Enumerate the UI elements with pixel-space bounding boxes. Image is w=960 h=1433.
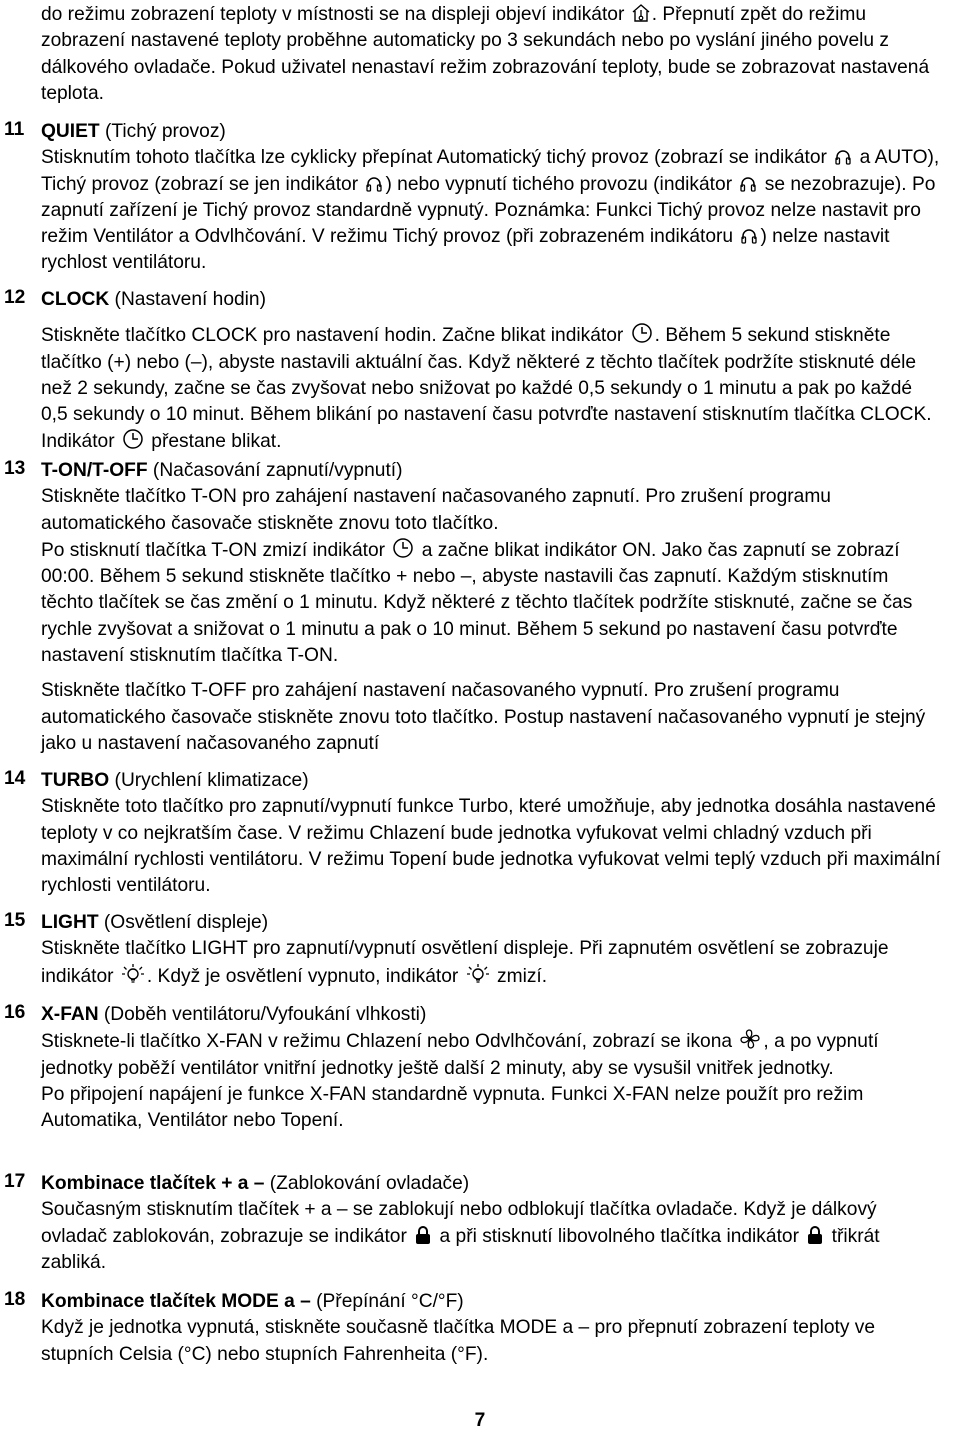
item-number: 11	[4, 119, 25, 140]
item-title: CLOCK	[41, 289, 110, 310]
text: ) nebo vypnutí tichého provozu (indikátor	[385, 173, 733, 195]
item-subtitle: (Načasování zapnutí/vypnutí)	[147, 460, 403, 481]
intro-text-2: . Přepnutí zpět do režimu zobrazení nastavené teploty proběhne automaticky po 3 sekundách nebo po vyslání jiného povelu z dálkového ovladače. Pokud uživatel nenastaví režim zobrazování teploty, bude se zobrazovat nastavená teplota.	[41, 4, 930, 104]
item-subtitle: (Doběh ventilátoru/Vyfoukání vlhkosti)	[98, 1004, 427, 1025]
text: ) nelze nastavit rychlost ventilátoru.	[41, 226, 890, 274]
item-subtitle: (Nastavení hodin)	[109, 289, 266, 310]
clock-icon	[392, 537, 414, 559]
clock-icon	[631, 322, 653, 344]
item-number: 13	[4, 458, 26, 479]
item-title: LIGHT	[41, 912, 99, 933]
text: Stiskněte tlačítko CLOCK pro nastavení hodin. Začne blikat indikátor	[41, 325, 624, 347]
text: . Když je osvětlení vypnuto, indikátor	[146, 965, 459, 987]
text: . Během 5 sekund stiskněte tlačítko (+) nebo (–), abyste nastavili aktuální čas. Když některé z těchto tlačítek podržíte stisknuté déle než 2 sekundy, začne se čas zvyšovat nebo snižovat po každé 0,5 sekundy o 1 minutu a pak po každé 0,5 sekundy o 10 minut. Během blikání po nastavení času potvrďte nastavení stisknutím tlačítka CLOCK. Indikátor	[41, 325, 932, 453]
page-number: 7	[474, 1410, 486, 1431]
text: zmizí.	[497, 965, 548, 987]
item-title: Kombinace tlačítek MODE a –	[41, 1291, 311, 1312]
text: se nezobrazuje). Po zapnutí zařízení je Tichý provoz standardně vypnutý. Poznámka: Funkci Tichý provoz nelze nastavit pro režim Ventilátor a Odvlhčování. V režimu Tichý provoz (při zobrazeném indikátoru	[41, 173, 936, 248]
lock-icon	[806, 1225, 824, 1245]
text: Stisknete-li tlačítko X-FAN v režimu Chlazení nebo Odvlhčování, zobrazí se ikona	[41, 1031, 733, 1053]
headphones-icon	[834, 148, 852, 166]
light-bulb-icon	[466, 963, 490, 985]
house-thermometer-icon	[632, 3, 650, 23]
text: Po připojení napájení je funkce X-FAN standardně vypnuta. Funkci X-FAN nelze použít pro režim Automatika, Ventilátor nebo Topení.	[41, 1083, 864, 1132]
item-subtitle: (Přepínání °C/°F)	[310, 1291, 464, 1312]
intro-text-1: do režimu zobrazení teploty v místnosti se na displeji objeví indikátor	[41, 4, 625, 25]
clock-icon	[122, 428, 144, 450]
text: a při stisknutí libovolného tlačítka indikátor	[439, 1225, 799, 1247]
text: Stiskněte tlačítko T-ON pro zahájení nastavení načasovaného zapnutí. Pro zrušení programu automatického časovače stiskněte znovu toto tlačítko.	[41, 486, 831, 534]
text: a AUTO), Tichý provoz (zobrazí se jen indikátor	[41, 147, 940, 195]
fan-icon	[739, 1028, 761, 1050]
text: přestane blikat.	[151, 431, 282, 453]
item-number: 16	[4, 1002, 26, 1023]
headphones-icon	[740, 227, 758, 245]
headphones-icon	[739, 175, 757, 193]
item-title: TURBO	[41, 770, 110, 791]
item-title: Kombinace tlačítek + a –	[41, 1173, 265, 1194]
text: třikrát zabliká.	[41, 1225, 880, 1273]
item-subtitle: (Osvětlení displeje)	[98, 912, 269, 933]
text: Stiskněte toto tlačítko pro zapnutí/vypnutí funkce Turbo, které umožňuje, aby jednotka dosáhla nastavené teploty v co nejkratším čase. V režimu Chlazení bude jednotka vyfukovat velmi chladný vzduch při maximální rychlosti ventilátoru. V režimu Topení bude jednotka vyfukovat velmi teplý vzduch při maximální rychlosti ventilátoru.	[41, 796, 941, 897]
item-number: 12	[4, 287, 26, 308]
text: Stisknutím tohoto tlačítka lze cyklicky přepínat Automatický tichý provoz (zobrazí se indikátor	[41, 147, 827, 169]
item-title: T-ON/T-OFF	[41, 460, 148, 481]
item-number: 15	[4, 910, 26, 931]
item-number: 14	[4, 768, 26, 789]
item-number: 17	[4, 1171, 26, 1192]
headphones-icon	[365, 175, 383, 193]
item-title: QUIET	[41, 121, 100, 142]
light-bulb-icon	[121, 963, 145, 985]
text: Po stisknutí tlačítka T-ON zmizí indikátor	[41, 539, 386, 561]
text: Stiskněte tlačítko T-OFF pro zahájení nastavení načasovaného vypnutí. Pro zrušení programu automatického časovače stiskněte znovu toto tlačítko. Postup nastavení načasovaného vypnutí je stejný jako u nastavení načasovaného zapnutí	[41, 680, 926, 754]
item-title: X-FAN	[41, 1004, 99, 1025]
item-subtitle: (Tichý provoz)	[99, 121, 226, 142]
intro-paragraph	[41, 2, 941, 107]
text: Stiskněte tlačítko LIGHT pro zapnutí/vypnutí osvětlení displeje. Při zapnutém osvětlení se zobrazuje indikátor	[41, 938, 889, 987]
item-subtitle: (Urychlení klimatizace)	[109, 770, 309, 791]
lock-icon	[414, 1225, 432, 1245]
text: Když je jednotka vypnutá, stiskněte současně tlačítka MODE a – pro přepnutí zobrazení teploty ve stupních Celsia (°C) nebo stupních Fahrenheita (°F).	[41, 1317, 876, 1365]
item-number: 18	[4, 1289, 26, 1310]
item-subtitle: (Zablokování ovladače)	[264, 1173, 470, 1194]
text: Současným stisknutím tlačítek + a – se zablokují nebo odblokují tlačítka ovladače. Když je dálkový ovladač zablokován, zobrazuje se indikátor	[41, 1199, 877, 1247]
text: a začne blikat indikátor ON. Jako čas zapnutí se zobrazí 00:00. Během 5 sekund stiskněte tlačítko + nebo –, abyste nastavili čas zapnutí. Každým stisknutím těchto tlačítek se čas změní o 1 minutu. Když některé z těchto tlačítek podržíte stisknuté, začne se čas rychle zvyšovat a snižovat o 1 minutu a pak o 10 minut. Během 5 sekund po nastavení času potvrďte nastavení stisknutím tlačítka T-ON.	[41, 539, 913, 667]
text: , a po vypnutí jednotky poběží ventilátor vnitřní jednotky ještě další 2 minuty, aby se vysušil vnitřek jednotky.	[41, 1031, 879, 1079]
